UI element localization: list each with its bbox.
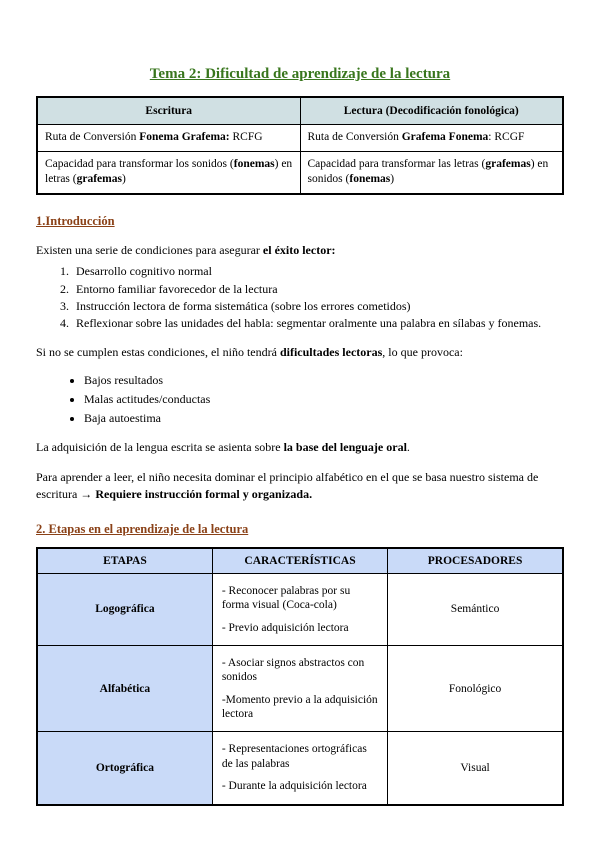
stage-name-cell: Logográfica [37, 573, 212, 645]
heading-introduction: 1.Introducción [36, 213, 115, 228]
stage-name-cell: Ortográfica [37, 732, 212, 805]
heading-stages: 2. Etapas en el aprendizaje de la lectura [36, 521, 249, 536]
difficulties-effects-list [36, 372, 564, 427]
alphabetic-principle-paragraph: Para aprender a leer, el niño necesita dominar el principio alfabético en el que se basa nuestro sistema de escritura → Requiere instrucción formal y organizada. [36, 470, 539, 502]
list-item: • Malas actitudes/conductas [84, 391, 564, 407]
column-header-lectura: Lectura (Decodificación fonológica) [300, 97, 563, 125]
table-row-ortografica [37, 732, 563, 805]
column-header-procesadores: PROCESADORES [388, 548, 563, 574]
acquisition-paragraph: La adquisición de la lengua escrita se asienta sobre la base del lenguaje oral. [36, 440, 410, 455]
processor-cell: Fonológico [388, 645, 563, 732]
processor-cell: Semántico [388, 573, 563, 645]
column-header-caracteristicas: CARACTERÍSTICAS [212, 548, 387, 574]
table-cell-rcgf: Ruta de Conversión Grafema Fonema: RCGF [300, 125, 563, 152]
table-row [37, 151, 563, 194]
table-header-row [37, 548, 563, 574]
stages-table [36, 547, 564, 806]
column-header-escritura: Escritura [37, 97, 300, 125]
list-item: 4. Reflexionar sobre las unidades del habla: segmentar oralmente una palabra en sílabas y fonemas. [72, 315, 564, 331]
list-item: 1. Desarrollo cognitivo normal [72, 263, 564, 279]
characteristics-cell [212, 732, 387, 805]
table-cell-reading-capacity: Capacidad para transformar las letras (grafemas) en sonidos (fonemas) [300, 151, 563, 194]
intro-lead-paragraph: Existen una serie de condiciones para asegurar el éxito lector: [36, 242, 336, 257]
characteristics-cell [212, 645, 387, 732]
table-header-row [37, 97, 563, 125]
characteristic-line: - Asociar signos abstractos con sonidos [221, 656, 365, 684]
table-row-alfabetica [37, 645, 563, 732]
column-header-etapas: ETAPAS [37, 548, 212, 574]
list-item: 2. Entorno familiar favorecedor de la lectura [72, 281, 564, 297]
stage-name-cell: Alfabética [37, 645, 212, 732]
success-conditions-list [36, 263, 564, 331]
list-item: • Baja autoestima [84, 410, 564, 426]
table-row-logografica [37, 573, 563, 645]
characteristic-line: - Reconocer palabras por su forma visual (Coca-cola) [221, 584, 351, 612]
page-title: Tema 2: Dificultad de aprendizaje de la lectura [149, 66, 451, 82]
conversion-routes-table [36, 96, 564, 195]
table-cell-rcfg: Ruta de Conversión Fonema Grafema: RCFG [37, 125, 300, 152]
list-item: 3. Instrucción lectora de forma sistemática (sobre los errores cometidos) [72, 298, 564, 314]
processor-cell: Visual [388, 732, 563, 805]
characteristic-line: - Previo adquisición lectora [221, 621, 349, 634]
list-item: • Bajos resultados [84, 372, 564, 388]
conditions-paragraph: Si no se cumplen estas condiciones, el niño tendrá dificultades lectoras, lo que provoca: [36, 345, 463, 360]
characteristic-line: - Representaciones ortográficas de las palabras [221, 743, 367, 770]
characteristic-line: -Momento previo a la adquisición lectora [221, 693, 378, 721]
characteristics-cell [212, 573, 387, 645]
characteristic-line: - Durante la adquisición lectora [221, 780, 367, 793]
table-cell-writing-capacity: Capacidad para transformar los sonidos (fonemas) en letras (grafemas) [37, 151, 300, 194]
table-row [37, 125, 563, 152]
